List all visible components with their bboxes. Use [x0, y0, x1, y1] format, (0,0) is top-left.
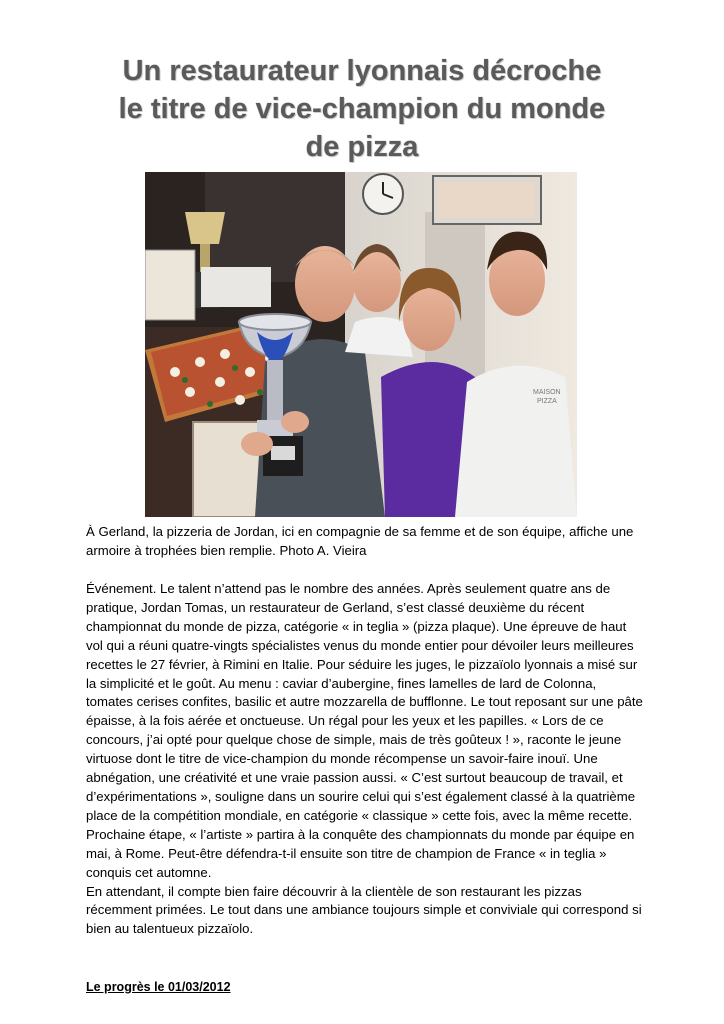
- article-body: [86, 580, 646, 939]
- article-photo: [145, 172, 577, 517]
- photo-illustration: [145, 172, 577, 517]
- article-headline: [60, 52, 664, 166]
- headline-line-2: le titre de vice-champion du monde: [118, 93, 606, 125]
- article-source: Le progrès le 01/03/2012: [86, 980, 231, 994]
- article-paragraph: Prochaine étape, « l’artiste » partira à la conquête des championnats du monde par équipe en mai, à Rome. Peut-être défendra-t-il ensuite son titre de champion de France « in teglia » conquis cet automne.: [86, 826, 635, 880]
- headline-line-3: de pizza: [305, 131, 419, 163]
- apron-logo-text: MAISON: [533, 389, 561, 396]
- article-paragraph: En attendant, il compte bien faire découvrir à la clientèle de son restaurant les pizzas récemment primées. Le tout dans une ambiance toujours simple et conviviale qui correspond si bien au talentueux pizzaïolo.: [86, 883, 642, 937]
- svg-text:PIZZA: PIZZA: [537, 398, 557, 405]
- article-paragraph: Événement. Le talent n’attend pas le nombre des années. Après seulement quatre ans de pratique, Jordan Tomas, un restaurateur de Gerland, s’est classé deuxième du récent championnat du monde de pizza, catégorie « in teglia » (pizza plaque). Une épreuve de haut vol qui a réuni quatre-vingts spécialistes venus du monde entier pour dévoiler leurs meilleures recettes le 27 février, à Rimini en Italie. Pour séduire les juges, le pizzaïolo lyonnais a misé sur la simplicité et le goût. Au menu : caviar d’aubergine, fines lamelles de lard de Colonna, tomates cerises confites, basilic et autre mozzarella de bufflonne. Le tout reposant sur une pâte épaisse, à la fois aérée et onctueuse. Un régal pour les yeux et les papilles. « Lors de ce concours, j’ai opté pour quelque chose de simple, mais de très goûteux ! », raconte le jeune virtuose dont le titre de vice-champion du monde récompense un savoir-faire inouï. Une abnégation, une créativité et une vraie passion aussi. « C’est surtout beaucoup de travail, et d’expérimentations », souligne dans un sourire celui qui s’est également classé à la quatrième place de la compétition mondiale, en catégorie « classique » cette fois, avec la même recette.: [86, 581, 643, 823]
- photo-caption: À Gerland, la pizzeria de Jordan, ici en compagnie de sa femme et de son équipe, affiche une armoire à trophées bien remplie. Photo A. Vieira: [86, 524, 634, 558]
- wall-clock: [363, 174, 403, 214]
- headline-line-1: Un restaurateur lyonnais décroche: [122, 55, 602, 87]
